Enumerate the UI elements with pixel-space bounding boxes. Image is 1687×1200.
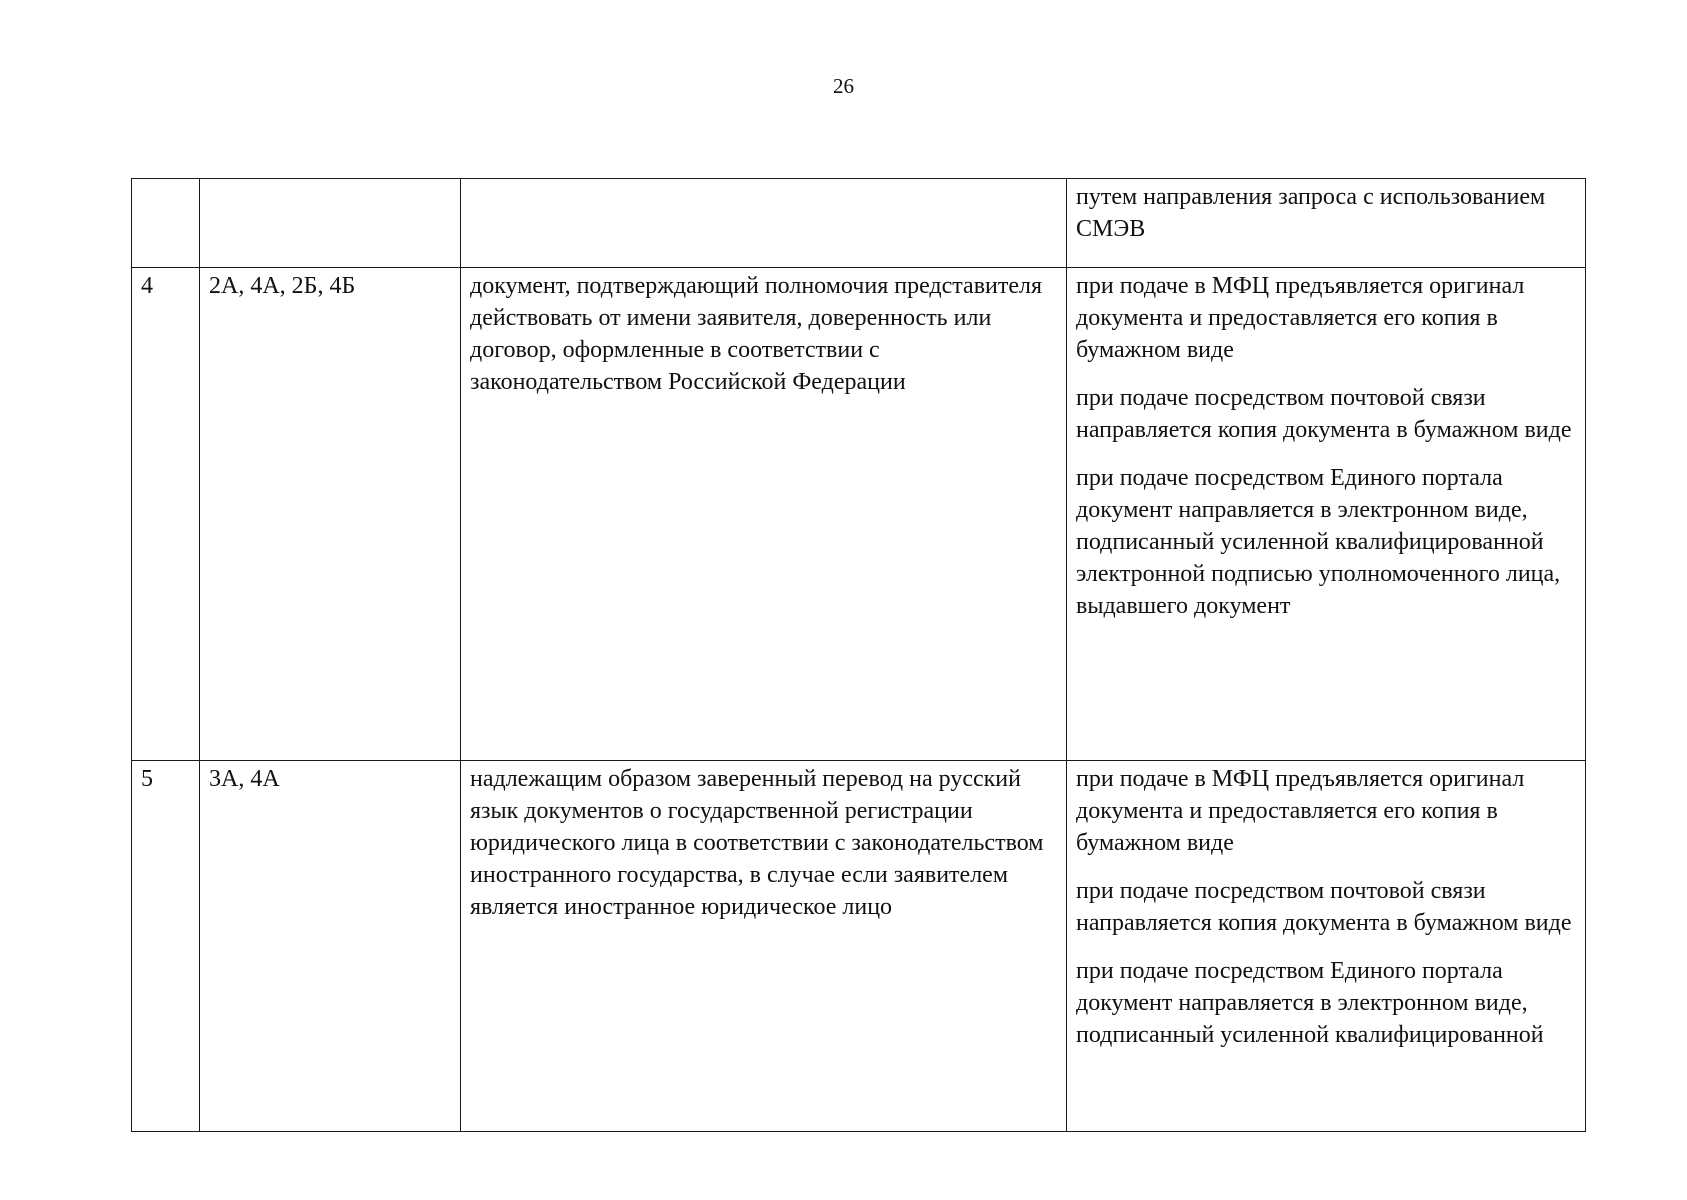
submission-method-text: при подаче посредством Единого портала документ направляется в электронном виде, подписанный усиленной квалифицированной	[1076, 958, 1544, 1048]
table-row	[132, 179, 1586, 268]
submission-method-cell	[1067, 268, 1586, 761]
table-row	[132, 761, 1586, 1132]
submission-method-text: при подаче в МФЦ предъявляется оригинал документа и предоставляется его копия в бумажном виде	[1076, 766, 1525, 856]
document-description-cell: надлежащим образом заверенный перевод на русский язык документов о государственной регистрации юридического лица в соответствии с законодательством иностранного государства, в случае если заявителем является иностранное юридическое лицо	[461, 761, 1067, 1132]
table-row	[132, 268, 1586, 761]
applicant-codes-cell	[200, 179, 461, 268]
applicant-codes-cell: 3А, 4А	[200, 761, 461, 1132]
submission-method-text: при подаче посредством почтовой связи направляется копия документа в бумажном виде	[1076, 878, 1572, 936]
document-description-cell	[461, 179, 1067, 268]
submission-method-cell	[1067, 179, 1586, 268]
submission-method-cell	[1067, 761, 1586, 1132]
submission-method-text: при подаче посредством Единого портала документ направляется в электронном виде, подписанный усиленной квалифицированной электронной подписью уполномоченного лица, выдавшего документ	[1076, 465, 1561, 619]
submission-method-text: путем направления запроса с использованием СМЭВ	[1076, 184, 1546, 242]
applicant-codes-cell: 2А, 4А, 2Б, 4Б	[200, 268, 461, 761]
submission-method-text: при подаче посредством почтовой связи направляется копия документа в бумажном виде	[1076, 385, 1572, 443]
submission-method-text: при подаче в МФЦ предъявляется оригинал документа и предоставляется его копия в бумажном виде	[1076, 273, 1525, 363]
row-number-cell	[132, 179, 200, 268]
page-number: 26	[833, 74, 854, 98]
row-number-cell: 5	[132, 761, 200, 1132]
documents-table	[131, 178, 1586, 1132]
row-number-cell: 4	[132, 268, 200, 761]
document-description-cell: документ, подтверждающий полномочия представителя действовать от имени заявителя, доверенность или договор, оформленные в соответствии с законодательством Российской Федерации	[461, 268, 1067, 761]
